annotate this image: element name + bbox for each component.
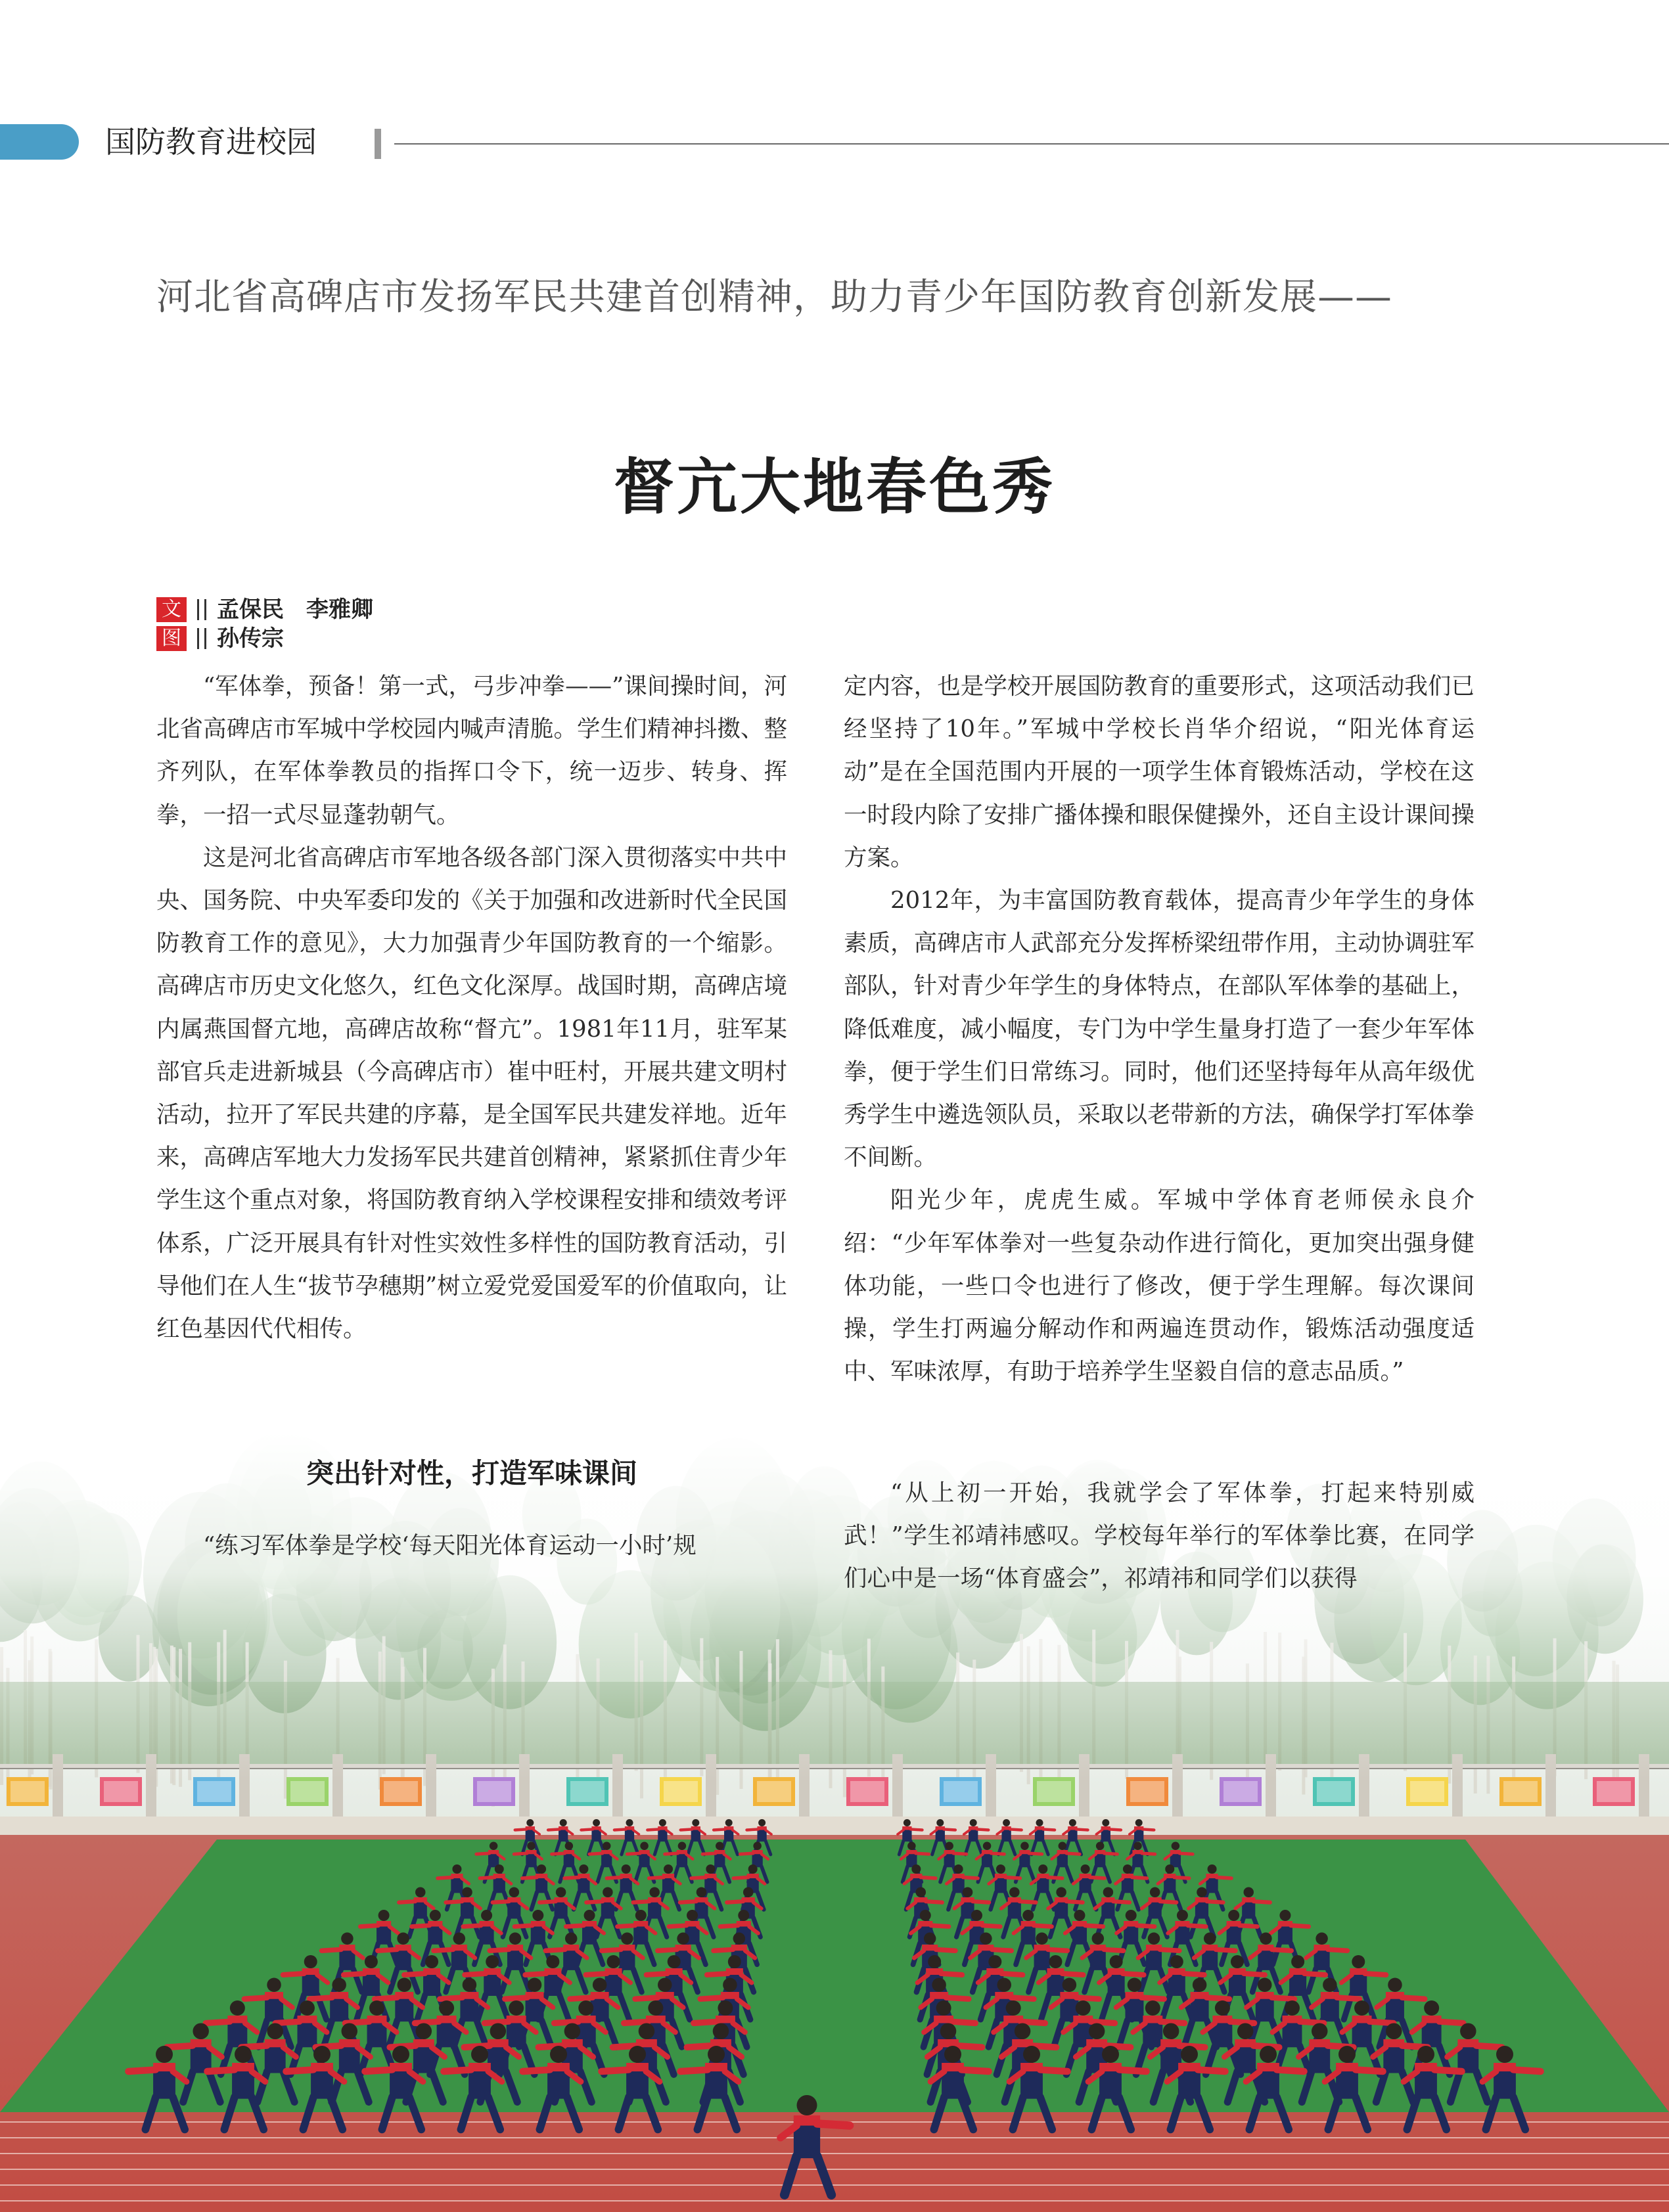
- credit-separator: [197, 599, 206, 620]
- paragraph: “军体拳，预备！第一式，弓步冲拳——”课间操时间，河北省高碑店市军城中学校园内喊声清脆。学生们精神抖擞、整齐列队，在军体拳教员的指挥口令下，统一迈步、转身、挥拳，一招一式尽显蓬勃朝气。: [156, 673, 787, 828]
- header-rule: [394, 143, 1669, 145]
- credit-separator: [197, 628, 206, 649]
- paragraph: 阳光少年，虎虎生威。军城中学体育老师侯永良介绍：“少年军体拳对一些复杂动作进行简化，更加突出强身健体功能，一些口令也进行了修改，便于学生理解。每次课间操，学生打两遍分解动作和两遍连贯动作，锻炼活动强度适中、军味浓厚，有助于培养学生坚毅自信的意志品质。”: [844, 1186, 1475, 1386]
- section-label: 国防教育进校园: [105, 124, 317, 160]
- body-column-left-continued: [156, 1524, 787, 1567]
- header-accent-tab: [0, 124, 79, 160]
- body-column-right: [844, 665, 1475, 1393]
- paragraph: “练习军体拳是学校‘每天阳光体育运动一小时’规: [203, 1532, 697, 1559]
- article-title: 督亢大地春色秀: [613, 452, 1055, 522]
- credit-role-photo: 图: [156, 626, 187, 651]
- paragraph: 这是河北省高碑店市军地各级各部门深入贯彻落实中共中央、国务院、中央军委印发的《关于加强和改进新时代全民国防教育工作的意见》，大力加强青少年国防教育的一个缩影。高碑店市历史文化悠久，红色文化深厚。战国时期，高碑店境内属燕国督亢地，高碑店故称“督亢”。1981年11月，驻军某部官兵走进新城县（今高碑店市）崔中旺村，开展共建文明村活动，拉开了军民共建的序幕，是全国军民共建发祥地。近年来，高碑店军地大力发扬军民共建首创精神，紧紧抓住青少年学生这个重点对象，将国防教育纳入学校课程安排和绩效考评体系，广泛开展具有针对性实效性多样性的国防教育活动，引导他们在人生“拔节孕穗期”树立爱党爱国爱军的价值取向，让红色基因代代相传。: [156, 844, 787, 1343]
- header-divider-bar: [375, 129, 381, 159]
- paragraph: 2012年，为丰富国防教育载体，提高青少年学生的身体素质，高碑店市人武部充分发挥桥梁纽带作用，主动协调驻军部队，针对青少年学生的身体特点，在部队军体拳的基础上，降低难度，减小幅度，专门为中学生量身打造了一套少年军体拳，便于学生们日常练习。同时，他们还坚持每年从高年级优秀学生中遴选领队员，采取以老带新的方法，确保学打军体拳不间断。: [844, 887, 1475, 1171]
- body-column-left: [156, 665, 787, 1350]
- section-heading: 突出针对性，打造军味课间: [306, 1457, 637, 1489]
- article-subtitle: 河北省高碑店市发扬军民共建首创精神，助力青少年国防教育创新发展——: [156, 276, 1392, 319]
- credit-photographer: 孙传宗: [217, 625, 284, 652]
- paragraph: 定内容，也是学校开展国防教育的重要形式，这项活动我们已经坚持了10年。”军城中学校长肖华介绍说，“阳光体育运动”是在全国范围内开展的一项学生体育锻炼活动，学校在这一时段内除了安排广播体操和眼保健操外，还自主设计课间操方案。: [844, 673, 1475, 871]
- body-column-right-continued: [844, 1472, 1475, 1600]
- credit-writers: 孟保民 李雅卿: [217, 597, 373, 623]
- credit-role-text: 文: [156, 597, 187, 622]
- paragraph: “从上初一开始，我就学会了军体拳，打起来特别威武！”学生祁靖祎感叹。学校每年举行的军体拳比赛，在同学们心中是一场“体育盛会”，祁靖祎和同学们以获得: [844, 1479, 1475, 1592]
